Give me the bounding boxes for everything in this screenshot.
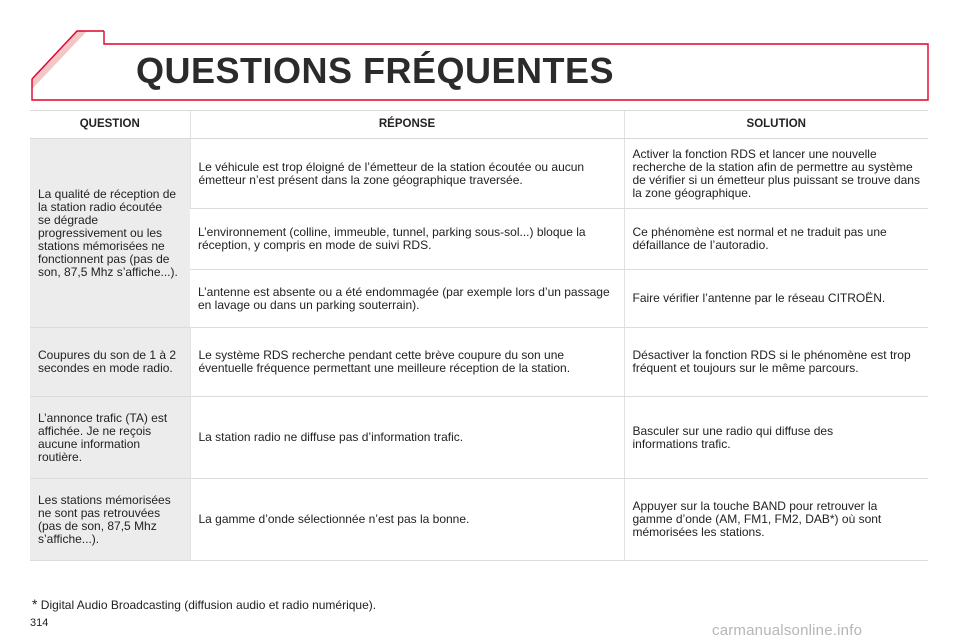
- solution-text: Basculer sur une radio qui diffuse des informations trafic.: [632, 423, 834, 451]
- answer-text: La gamme d’onde sélectionnée n’est pas la bonne.: [198, 512, 470, 526]
- header-corner-fill: [32, 31, 87, 89]
- watermark: carmanualsonline.info: [712, 622, 863, 639]
- page-title: QUESTIONS FRÉQUENTES: [136, 50, 615, 91]
- page-number: 314: [30, 617, 49, 629]
- footnote-text: Digital Audio Broadcasting (diffusion audio et radio numérique).: [37, 598, 377, 612]
- table-row: [30, 479, 928, 561]
- solution-text: Désactiver la fonction RDS si le phénomène est trop fréquent et toujours sur le même parcours.: [632, 348, 911, 375]
- answer-cell: [190, 270, 624, 328]
- solution-cell: [624, 328, 928, 397]
- answer-cell: [190, 397, 624, 479]
- header-answer: RÉPONSE: [190, 111, 624, 139]
- question-text: Coupures du son de 1 à 2 secondes en mode radio.: [38, 348, 177, 375]
- solution-cell: [624, 397, 928, 479]
- question-cell: [30, 328, 190, 397]
- table-row: [30, 139, 928, 209]
- question-text: Les stations mémorisées ne sont pas retrouvées (pas de son, 87,5 Mhz s’affiche...).: [38, 492, 171, 546]
- table-row: [30, 397, 928, 479]
- table-header-row: [30, 111, 928, 139]
- solution-cell: [624, 139, 928, 209]
- faq-table: [30, 110, 928, 561]
- solution-cell: [624, 479, 928, 561]
- answer-cell: [190, 209, 624, 270]
- question-cell: [30, 397, 190, 479]
- footnote: [32, 596, 376, 612]
- solution-text: Activer la fonction RDS et lancer une nouvelle recherche de la station afin de permettre au système de vérifier si un émetteur plus puissant se trouve dans la zone géographique.: [632, 146, 920, 200]
- solution-text: Appuyer sur la touche BAND pour retrouver la gamme d’onde (AM, FM1, FM2, DAB*) où sont mémorisées les stations.: [632, 499, 882, 539]
- question-cell: [30, 479, 190, 561]
- answer-cell: [190, 139, 624, 209]
- answer-text: Le système RDS recherche pendant cette brève coupure du son une éventuelle fréquence permettant une meilleure réception de la station.: [198, 348, 571, 375]
- answer-text: Le véhicule est trop éloigné de l’émetteur de la station écoutée ou aucun émetteur n’est présent dans la zone géographique traversée.: [198, 159, 585, 187]
- header-question: QUESTION: [30, 111, 190, 139]
- answer-text: La station radio ne diffuse pas d’information trafic.: [198, 430, 464, 444]
- answer-text: L’antenne est absente ou a été endommagée (par exemple lors d’un passage en lavage ou dans un parking souterrain).: [198, 284, 610, 312]
- solution-cell: [624, 209, 928, 270]
- question-cell: [30, 139, 190, 328]
- table-row: [30, 328, 928, 397]
- question-text: L’annonce trafic (TA) est affichée. Je ne reçois aucune information routière.: [38, 410, 168, 464]
- header-solution: SOLUTION: [624, 111, 928, 139]
- solution-cell: [624, 270, 928, 328]
- solution-text: Ce phénomène est normal et ne traduit pas une défaillance de l’autoradio.: [632, 225, 887, 252]
- footnote-marker: *: [32, 596, 38, 612]
- answer-cell: [190, 328, 624, 397]
- answer-cell: [190, 479, 624, 561]
- question-text: La qualité de réception de la station radio écoutée se dégrade progressivement ou les stations mémorisées ne fonctionnent pas (pas de son, 87,5 Mhz s’affiche...).: [38, 186, 178, 279]
- answer-text: L’environnement (colline, immeuble, tunnel, parking sous-sol...) bloque la réception, y compris en mode de suivi RDS.: [198, 225, 586, 252]
- solution-text: Faire vérifier l’antenne par le réseau CITROËN.: [632, 291, 886, 305]
